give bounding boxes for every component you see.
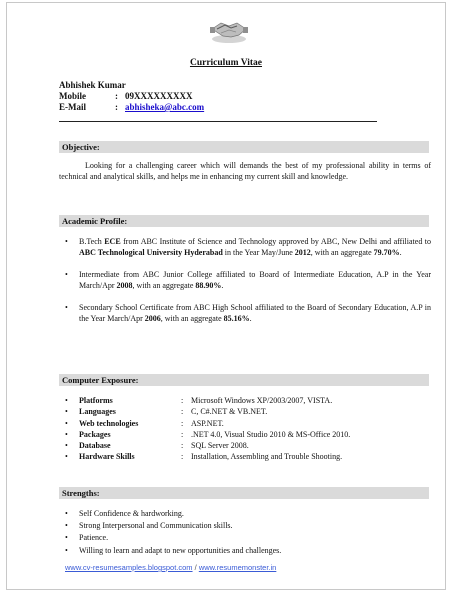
skill-value: SQL Server 2008. [191,441,249,451]
academic-item: • B.Tech ECE from ABC Institute of Science and Technology approved by ABC, New Delhi and affiliated to ABC Technological University Hyderabad in the Year May/June 2012, with an aggregate 79.70%. [65,237,431,257]
email-row [59,102,204,113]
skill-row: • Hardware Skills : Installation, Assembling and Trouble Shooting. [65,452,343,462]
footer-links [65,563,276,572]
skill-value: Microsoft Windows XP/2003/2007, VISTA. [191,396,333,405]
contact-block [59,80,204,113]
skill-key: Database [79,441,111,451]
skill-row: • Database : SQL Server 2008. [65,441,249,451]
skill-key: Hardware Skills [79,452,135,462]
strengths-heading: Strengths: [59,487,429,499]
strength-item: • Patience. [65,533,109,543]
bullet: • [65,237,68,246]
bullet: • [65,303,68,312]
email-separator: : [115,102,118,112]
mobile-separator: : [115,91,118,101]
skill-row: • Packages : .NET 4.0, Visual Studio 2010 & MS-Office 2010. [65,429,351,439]
mobile-row [59,91,204,102]
skill-key: Packages [79,429,111,439]
skill-key: Web technologies [79,418,139,428]
strengths-list [59,508,431,557]
objective-text: Looking for a challenging career which will demands the best of my professional ability in terms of technical and analytical skills, and helps me in enhancing my current skill and knowledge. [59,161,431,181]
mobile-label: Mobile [59,91,86,101]
footer-link-resumemonster[interactable]: www.resumemonster.in [198,563,277,572]
objective-text-block [59,160,431,182]
academic-item: • Secondary School Certificate from ABC High School affiliated to the Board of Secondary Education, A.P in the Year March/Apr 2006, with an aggregate 85.16%. [65,303,431,323]
strength-item: • Strong Interpersonal and Communication skills. [65,521,233,531]
academic-item: • Intermediate from ABC Junior College affiliated to Board of Intermediate Education, A.P in the Year March/Apr 2008, with an aggregate 88.90%. [65,270,431,290]
skill-value: Installation, Assembling and Trouble Shooting. [191,452,343,462]
page-title: Curriculum Vitae [189,58,263,68]
footer-link-blogspot[interactable]: www.cv-resumesamples.blogspot.com [65,563,193,572]
computer-skills-table [59,395,350,463]
skill-key: Platforms [79,396,113,405]
skill-value: C, C#.NET & VB.NET. [191,407,268,417]
computer-heading: Computer Exposure: [59,374,429,386]
candidate-name: Abhishek Kumar [59,80,126,90]
email-link[interactable]: abhisheka@abc.com [125,102,205,112]
skill-row: • Languages : C, C#.NET & VB.NET. [65,407,268,417]
objective-heading: Objective: [59,141,429,153]
strength-item: • Self Confidence & hardworking. [65,509,184,518]
skill-row: • Platforms : Microsoft Windows XP/2003/2007, VISTA. [65,396,333,405]
handshake-icon [209,17,249,45]
strength-item: • Willing to learn and adapt to new opportunities and challenges. [65,545,282,555]
skill-value: ASP.NET. [191,418,224,428]
bullet: • [65,270,68,279]
skill-value: .NET 4.0, Visual Studio 2010 & MS-Office 2010. [191,429,351,439]
skill-key: Languages [79,407,116,417]
footer-separator: / [192,563,199,572]
email-label: E-Mail [59,102,86,112]
header-divider [59,121,377,122]
mobile-value: 09XXXXXXXXX [125,91,193,101]
resume-page [6,2,446,590]
academic-heading: Academic Profile: [59,215,429,227]
academic-list [59,237,431,324]
skill-row: • Web technologies : ASP.NET. [65,418,224,428]
